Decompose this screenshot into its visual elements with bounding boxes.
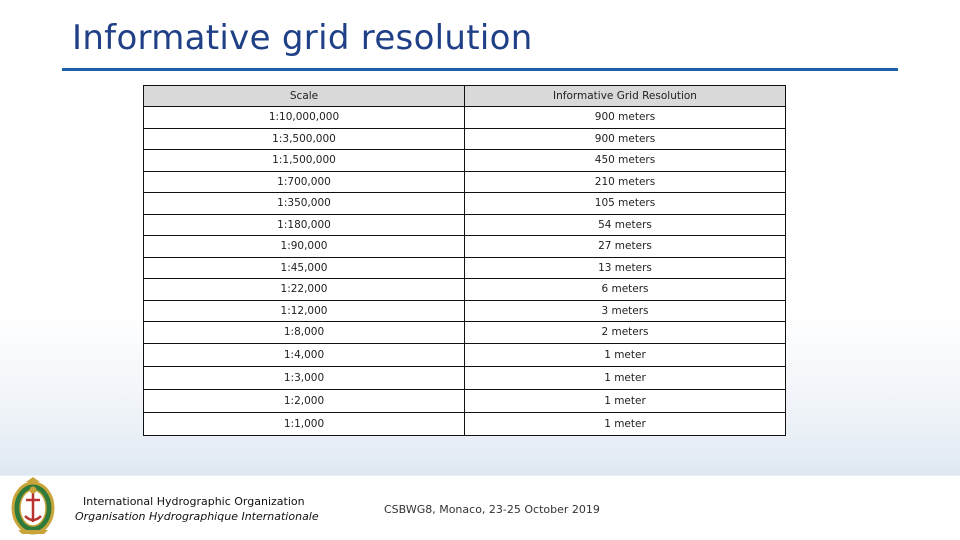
table-row — [144, 193, 786, 215]
table-row — [144, 279, 786, 301]
resolution-cell: 1 meter — [465, 366, 786, 389]
resolution-cell: 1 meter — [465, 343, 786, 366]
resolution-cell: 1 meter — [465, 412, 786, 435]
title-underline — [62, 68, 898, 71]
table-row — [144, 128, 786, 150]
resolution-cell: 1 meter — [465, 389, 786, 412]
iho-emblem-icon — [8, 476, 58, 536]
resolution-cell: 27 meters — [465, 236, 786, 258]
resolution-cell: 3 meters — [465, 300, 786, 322]
resolution-cell: 210 meters — [465, 171, 786, 193]
resolution-cell: 900 meters — [465, 107, 786, 129]
scale-cell: 1:3,000 — [144, 366, 465, 389]
resolution-cell: 900 meters — [465, 128, 786, 150]
table-row — [144, 150, 786, 172]
organization-name-english: International Hydrographic Organization — [83, 495, 305, 508]
resolution-cell: 13 meters — [465, 257, 786, 279]
table-row — [144, 366, 786, 389]
scale-cell: 1:12,000 — [144, 300, 465, 322]
table-row — [144, 257, 786, 279]
scale-cell: 1:2,000 — [144, 389, 465, 412]
conference-label: CSBWG8, Monaco, 23-25 October 2019 — [384, 503, 600, 516]
resolution-cell: 450 meters — [465, 150, 786, 172]
table-row — [144, 171, 786, 193]
scale-cell: 1:90,000 — [144, 236, 465, 258]
scale-cell: 1:700,000 — [144, 171, 465, 193]
header-resolution: Informative Grid Resolution — [465, 86, 786, 107]
resolution-cell: 105 meters — [465, 193, 786, 215]
header-scale: Scale — [144, 86, 465, 107]
resolution-cell: 2 meters — [465, 322, 786, 344]
table-header-row — [144, 86, 786, 107]
page-title: Informative grid resolution — [72, 18, 533, 58]
resolution-cell: 6 meters — [465, 279, 786, 301]
table-row — [144, 412, 786, 435]
scale-cell: 1:180,000 — [144, 214, 465, 236]
table-row — [144, 107, 786, 129]
scale-cell: 1:8,000 — [144, 322, 465, 344]
organization-name-french: Organisation Hydrographique Internationale — [75, 510, 319, 523]
table-row — [144, 236, 786, 258]
scale-cell: 1:22,000 — [144, 279, 465, 301]
scale-cell: 1:10,000,000 — [144, 107, 465, 129]
resolution-cell: 54 meters — [465, 214, 786, 236]
scale-cell: 1:4,000 — [144, 343, 465, 366]
table-row — [144, 214, 786, 236]
resolution-table — [143, 85, 786, 436]
scale-cell: 1:3,500,000 — [144, 128, 465, 150]
scale-cell: 1:1,500,000 — [144, 150, 465, 172]
table-row — [144, 322, 786, 344]
table-row — [144, 389, 786, 412]
scale-cell: 1:45,000 — [144, 257, 465, 279]
scale-cell: 1:350,000 — [144, 193, 465, 215]
table-row — [144, 300, 786, 322]
table-row — [144, 343, 786, 366]
scale-cell: 1:1,000 — [144, 412, 465, 435]
